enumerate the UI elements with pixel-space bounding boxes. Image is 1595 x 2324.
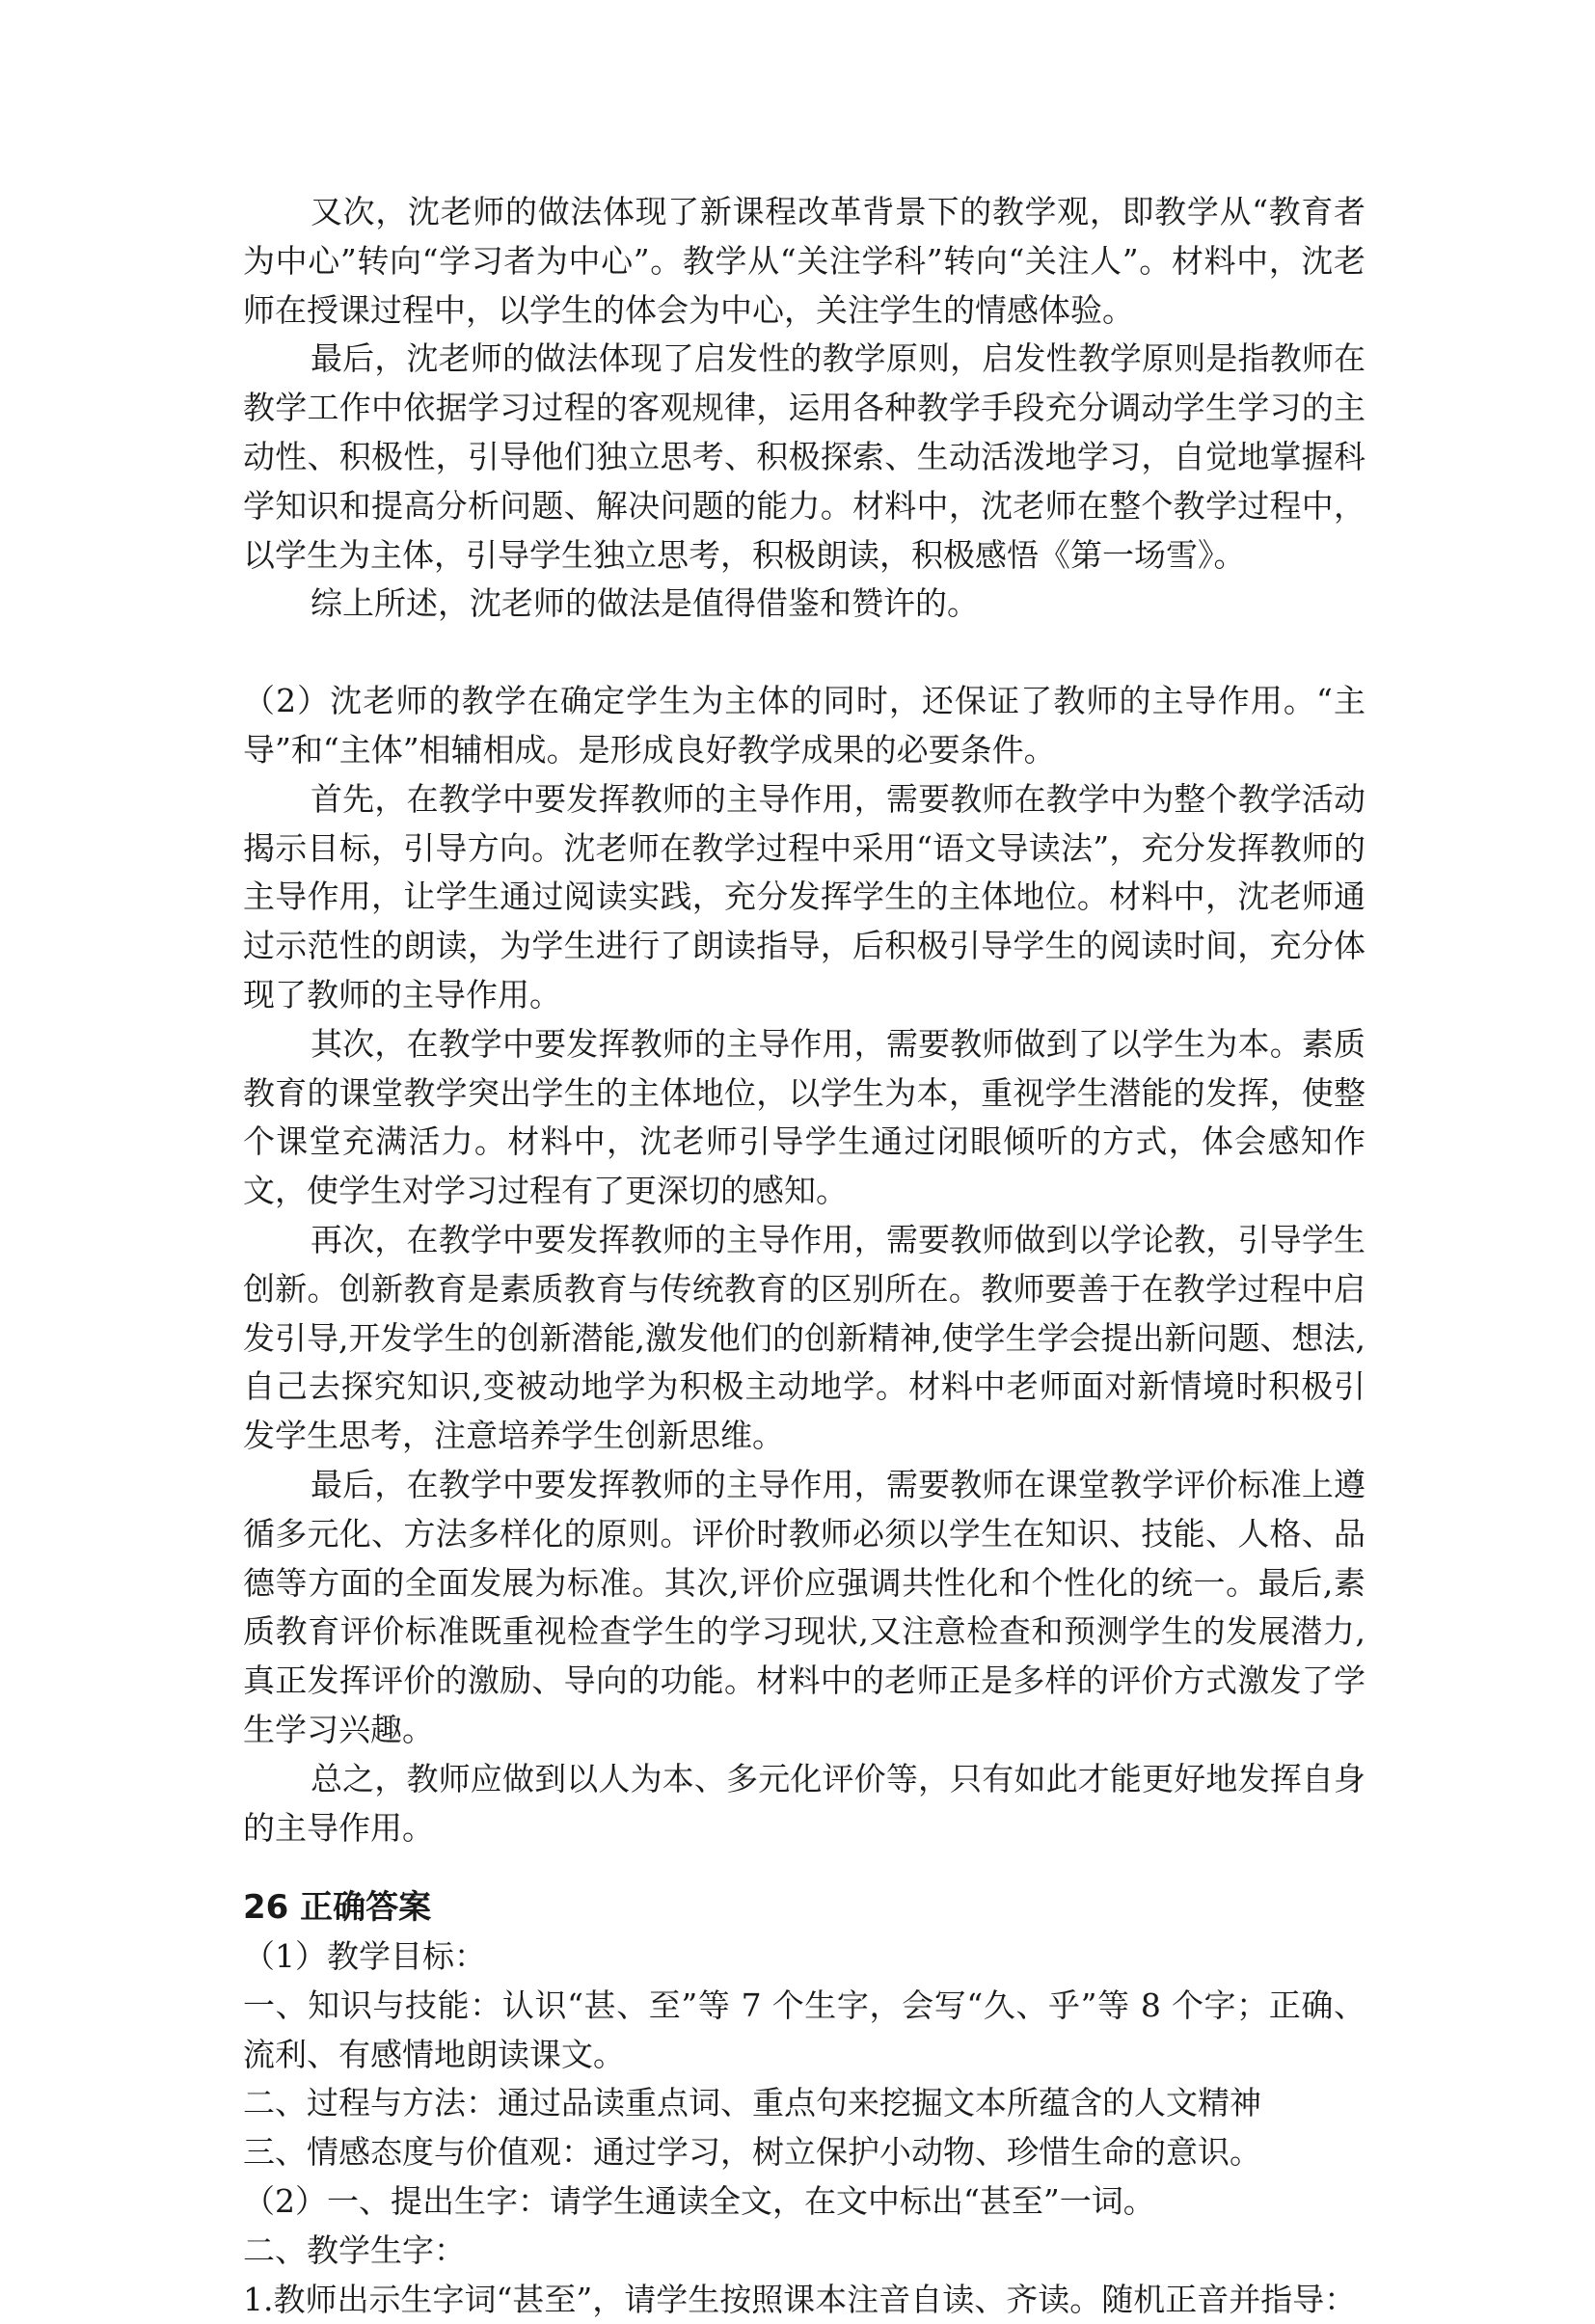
paragraph-heuristic-principle: 最后，沈老师的做法体现了启发性的教学原则，启发性教学原则是指教师在教学工作中依据学习过程的客观规律，运用各种教学手段充分调动学生学习的主动性、积极性，引导他们独立思考、积极探索、生动活泼地学习，自觉地掌握科学知识和提高分析问题、解决问题的能力。材料中，沈老师在整个教学过程中，以学生为主体，引导学生独立思考，积极朗读，积极感悟《第一场雪》。 (243, 339, 1365, 574)
line-teaching-goals: （1）教学目标： (243, 1937, 486, 1976)
line-process-method: 二、过程与方法：通过品读重点词、重点句来挖掘文本所蕴含的人文精神 (243, 2084, 1261, 2122)
paragraph-last: 最后，在教学中要发挥教师的主导作用，需要教师在课堂教学评价标准上遵循多元化、方法多样化的原则。评价时教师必须以学生在知识、技能、人格、品德等方面的全面发展为标准。其次,评价应强调共性化和个性化的统一。最后,素质教育评价标准既重视检查学生的学习现状,又注意检查和预测学生的发展潜力,真正发挥评价的激励、导向的功能。材料中的老师正是多样的评价方式激发了学生学习兴趣。 (243, 1465, 1365, 1748)
line-step-two-item-1: 1.教师出示生字词“甚至”，请学生按照课本注音自读、齐读。随机正音并指导： (243, 2280, 1357, 2318)
line-emotion-values: 三、情感态度与价值观：通过学习，树立保护小动物、珍惜生命的意识。 (243, 2133, 1261, 2172)
paragraph-third: 再次，在教学中要发挥教师的主导作用，需要教师做到以学论教，引导学生创新。创新教育是素质教育与传统教育的区别所在。教师要善于在教学过程中启发引导,开发学生的创新潜能,激发他们的创新精神,使学生学会提出新问题、想法,自己去探究知识,变被动地学为积极主动地学。材料中老师面对新情境时积极引发学生思考，注意培养学生创新思维。 (243, 1220, 1365, 1455)
line-knowledge-skills: 一、知识与技能：认识“甚、至”等 7 个生字，会写“久、乎”等 8 个字；正确、流利、有感情地朗读课文。 (243, 1986, 1365, 2073)
paragraph-conclusion: 总之，教师应做到以人为本、多元化评价等，只有如此才能更好地发挥自身的主导作用。 (243, 1759, 1365, 1847)
line-step-one: （2）一、提出生字：请学生通读全文，在文中标出“甚至”一词。 (243, 2182, 1155, 2221)
section-heading-26: 26 正确答案 (243, 1888, 432, 1928)
line-step-two: 二、教学生字： (243, 2230, 466, 2269)
paragraph-summary-1: 综上所述，沈老师的做法是值得借鉴和赞许的。 (311, 584, 979, 623)
paragraph-second: 其次，在教学中要发挥教师的主导作用，需要教师做到了以学生为本。素质教育的课堂教学突出学生的主体地位，以学生为本，重视学生潜能的发挥，使整个课堂充满活力。材料中，沈老师引导学生通过闭眼倾听的方式，体会感知作文，使学生对学习过程有了更深切的感知。 (243, 1024, 1365, 1210)
paragraph-first: 首先，在教学中要发挥教师的主导作用，需要教师在教学中为整个教学活动揭示目标，引导方向。沈老师在教学过程中采用“语文导读法”，充分发挥教师的主导作用，让学生通过阅读实践，充分发挥学生的主体地位。材料中，沈老师通过示范性的朗读，为学生进行了朗读指导，后积极引导学生的阅读时间，充分体现了教师的主导作用。 (243, 779, 1365, 1013)
paragraph-part2-intro: （2）沈老师的教学在确定学生为主体的同时，还保证了教师的主导作用。“主导”和“主体”相辅相成。是形成良好教学成果的必要条件。 (243, 682, 1365, 769)
spacer (243, 629, 1365, 677)
paragraph-teaching-view: 又次，沈老师的做法体现了新课程改革背景下的教学观，即教学从“教育者为中心”转向“学习者为中心”。教学从“关注学科”转向“关注人”。材料中，沈老师在授课过程中，以学生的体会为中心，关注学生的情感体验。 (243, 193, 1365, 329)
document-body (243, 188, 1365, 2324)
spacer (243, 1852, 1365, 1883)
